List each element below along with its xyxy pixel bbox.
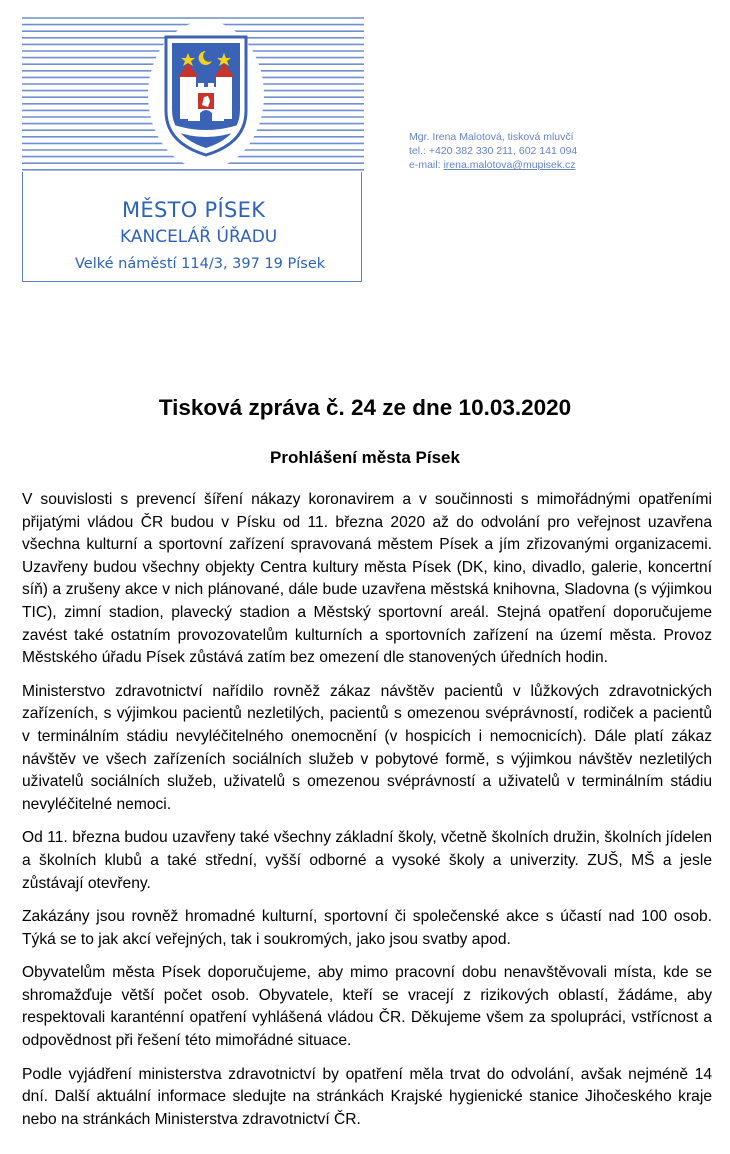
city-name: MĚSTO PÍSEK bbox=[122, 198, 266, 222]
contact-phone: tel.: +420 382 330 211, 602 141 094 bbox=[409, 145, 578, 157]
contact-name: Mgr. Irena Malotová, tisková mluvčí bbox=[409, 131, 574, 143]
contact-email-label: e-mail: bbox=[409, 159, 444, 171]
paragraph: V souvislosti s prevencí šíření nákazy koronavirem a v součinnosti s mimořádnými opatřeními přijatými vládou ČR budou v Písku od 11. března 2020 až do odvolání pro veřejnost uzavřena všechna kulturní a sportovní zařízení spravovaná městem Písek a jím zřizovanými organizacemi. Uzavřeny budou všechny objekty Centra kultury města Písek (DK, kino, divadlo, galerie, koncertní síň) a zrušeny akce v nich plánované, dále bude uzavřena městská knihovna, Sladovna (s výjimkou TIC), zimní stadion, plavecký stadion a Městský sportovní areál. Stejná opatření doporučujeme zavést také ostatním provozovatelům kulturních a sportovních zařízení na území města. Provoz Městského úřadu Písek zůstává zatím bez omezení dle stanovených úředních hodin. bbox=[22, 491, 712, 667]
contact-block bbox=[409, 130, 577, 172]
contact-email-link[interactable]: irena.malotova@mupisek.cz bbox=[443, 159, 576, 171]
contact-email-row bbox=[409, 158, 577, 172]
press-release-body bbox=[22, 489, 712, 1142]
office-address: Velké náměstí 114/3, 397 19 Písek bbox=[75, 256, 326, 272]
paragraph: Zakázány jsou rovněž hromadné kulturní, sportovní či společenské akce s účastí nad 100 osob. Týká se to jak akcí veřejných, tak i soukromých, jako jsou svatby apod. bbox=[22, 908, 712, 948]
press-release-subtitle: Prohlášení města Písek bbox=[270, 448, 460, 467]
paragraph: Od 11. března budou uzavřeny také všechny základní školy, včetně školních družin, školních jídelen a školních klubů a také střední, vyšší odborné a vysoké školy a univerzity. ZUŠ, MŠ a jesle zůstávají otevřeny. bbox=[22, 829, 712, 892]
paragraph: Obyvatelům města Písek doporučujeme, aby mimo pracovní dobu nenavštěvovali místa, kde se shromažďuje větší počet osob. Obyvatele, kteří se vracejí z rizikových oblastí, žádáme, aby respektovali karanténní opatření vyhlášená vládou ČR. Děkujeme všem za spolupráci, vstřícnost a odpovědnost při řešení této mimořádné situace. bbox=[22, 964, 712, 1050]
paragraph: Podle vyjádření ministerstva zdravotnictví by opatření měla trvat do odvolání, avšak nejméně 14 dní. Další aktuální informace sledujte na stránkách Krajské hygienické stanice Jihočeského kraje nebo na stránkách Ministerstva zdravotnictví ČR. bbox=[22, 1065, 712, 1128]
paragraph: Ministerstvo zdravotnictví nařídilo rovněž zákaz návštěv pacientů v lůžkových zdravotnických zařízeních, s výjimkou pacientů nezletilých, pacientů s omezenou svéprávností, rodiček a pacientů v terminálním stádiu nevyléčitelného onemocnění (v hospicích i nemocnicích). Dále platí zákaz návštěv ve všech zařízeních sociálních služeb v pobytové formě, s výjimkou návštěv nezletilých uživatelů sociálních služeb, uživatelů s omezenou svéprávností a uživatelů v terminálním stádiu nevyléčitelné nemoci. bbox=[22, 682, 712, 813]
city-coat-of-arms-icon bbox=[158, 31, 254, 159]
letterhead bbox=[22, 17, 364, 282]
office-name: KANCELÁŘ ÚŘADU bbox=[120, 227, 278, 247]
press-release-title: Tisková zpráva č. 24 ze dne 10.03.2020 bbox=[158, 395, 572, 420]
letterhead-address-box bbox=[22, 172, 362, 282]
